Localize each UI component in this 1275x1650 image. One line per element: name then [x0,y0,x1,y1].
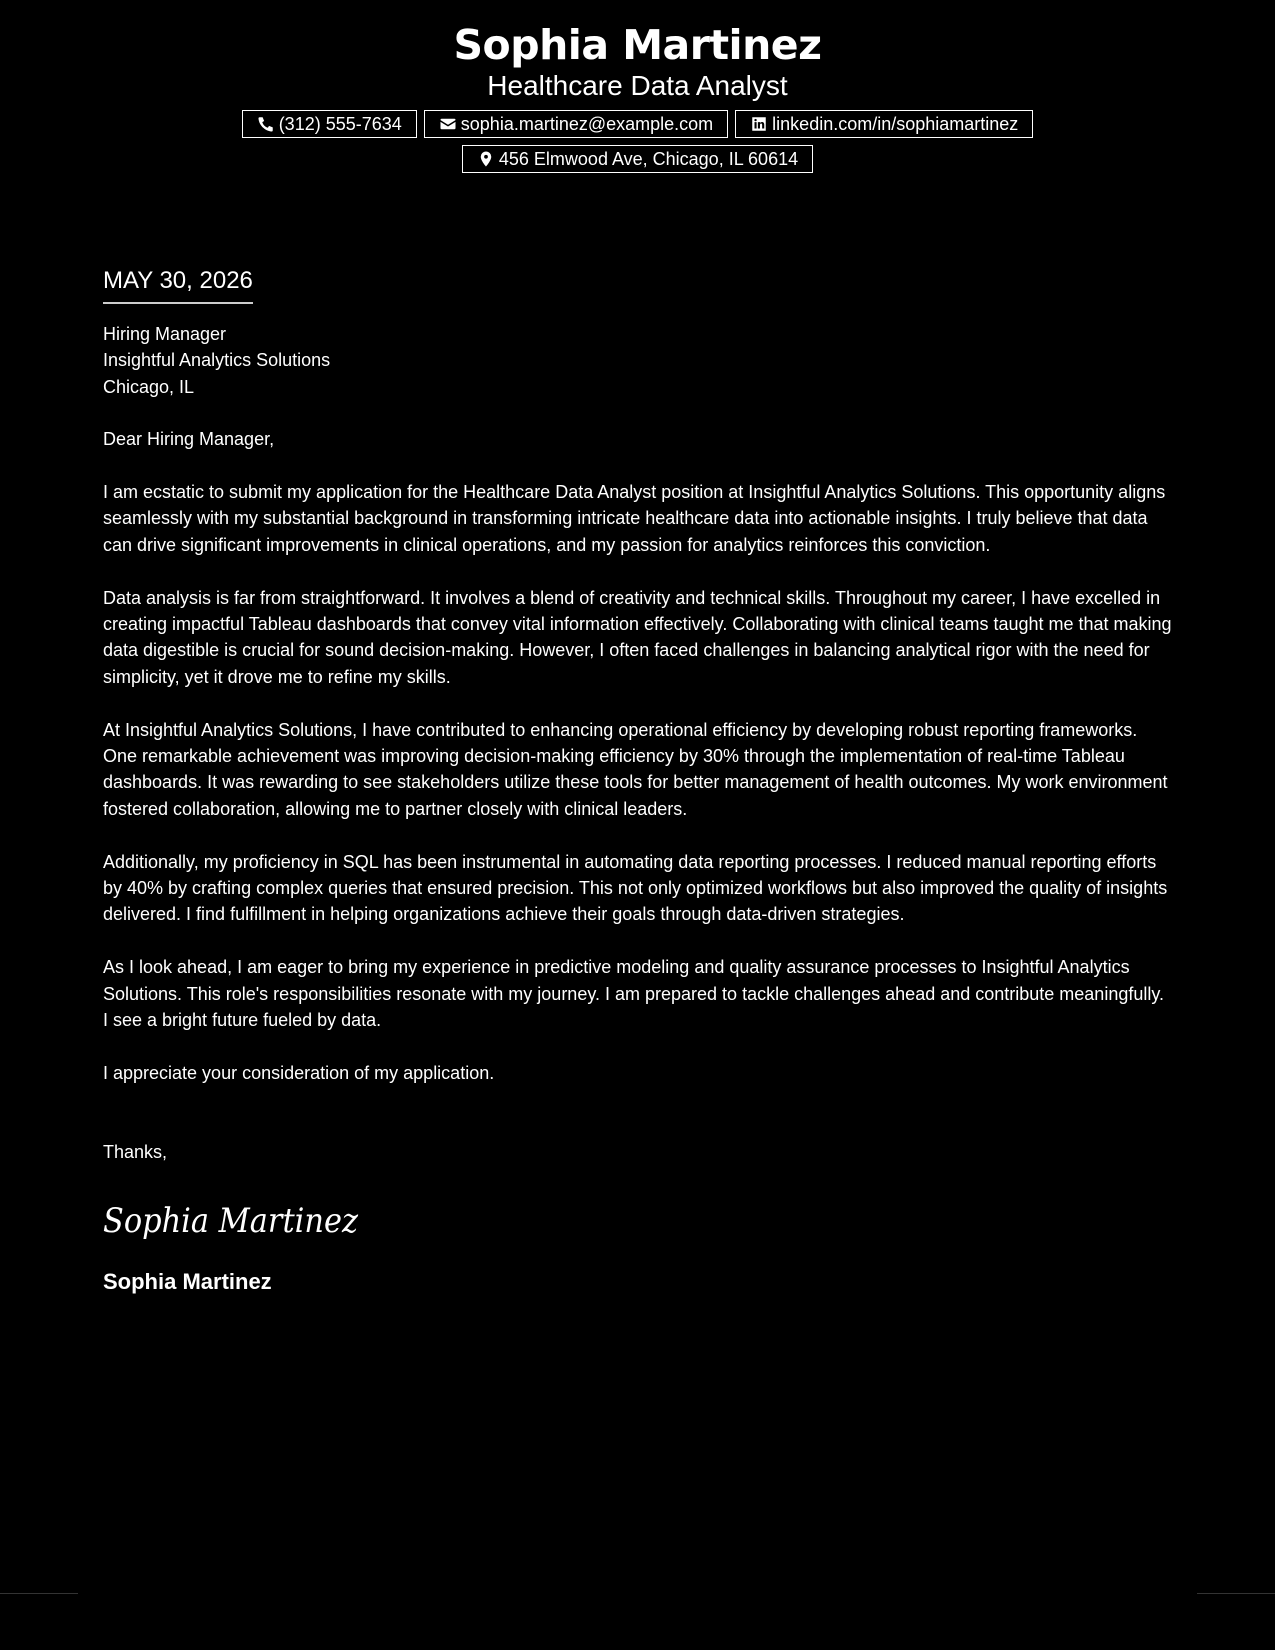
body-paragraph: I am ecstatic to submit my application for the Healthcare Data Analyst position at Insightful Analytics Solutions. This opportunity aligns seamlessly with my substantial background in transforming intricate healthcare data into actionable insights. I truly believe that data can drive significant improvements in clinical operations, and my passion for analytics reinforces this conviction. [103,482,1166,555]
body-paragraph: Additionally, my proficiency in SQL has been instrumental in automating data reporting processes. I reduced manual reporting efforts by 40% by crafting complex queries that ensured precision. This not only optimized workflows but also improved the quality of insights delivered. I find fulfillment in helping organizations achieve their goals through data-driven strategies. [103,851,1168,925]
closing: Thanks, [103,1142,168,1163]
map-marker-icon [477,150,495,168]
recipient-line: Hiring Manager [103,324,227,344]
contact-row [0,110,1275,138]
body-paragraph: I appreciate your consideration of my application. [103,1062,495,1083]
applicant-title: Healthcare Data Analyst [487,70,788,101]
salutation: Dear Hiring Manager, [103,429,275,450]
body-paragraph: Data analysis is far from straightforward. It involves a blend of creativity and technical skills. Throughout my career, I have excelled in creating impactful Tableau dashboards that convey vital information effectively. Collaborating with clinical teams taught me that making data digestible is crucial for sound decision-making. However, I often faced challenges in balancing analytical rigor with the need for simplicity, yet it drove me to refine my skills. [103,587,1172,687]
footer-divider-right [1197,1593,1275,1594]
recipient-block [103,321,1173,400]
contact-linkedin[interactable] [735,110,1033,138]
body-paragraph: As I look ahead, I am eager to bring my experience in predictive modeling and quality assurance processes to Insightful Analytics Solutions. This role's responsibilities resonate with my journey. I am prepared to tackle challenges ahead and contribute meaningfully. I see a bright future fueled by data. [103,957,1165,1031]
footer-divider-left [0,1593,78,1594]
printed-name: Sophia Martinez [103,1268,272,1294]
address-text: 456 Elmwood Ave, Chicago, IL 60614 [498,148,799,169]
linkedin-text: linkedin.com/in/sophiamartinez [772,113,1019,134]
contact-phone[interactable] [242,110,417,138]
recipient-line: Chicago, IL [103,376,195,397]
phone-text: (312) 555-7634 [278,113,402,134]
body-paragraph: At Insightful Analytics Solutions, I have contributed to enhancing operational efficiency by developing robust reporting frameworks. One remarkable achievement was improving decision-making efficiency by 30% through the implementation of real-time Tableau dashboards. It was rewarding to see stakeholders utilize these tools for better management of health outcomes. My work environment fostered collaboration, allowing me to partner closely with clinical leaders. [103,719,1168,819]
email-text: sophia.martinez@example.com [460,113,714,134]
signature-text: Sophia Martinez [103,1200,359,1241]
contact-address[interactable] [462,145,813,173]
applicant-name: Sophia Martinez [453,21,822,69]
handwritten-signature [103,1194,1173,1246]
linkedin-icon [750,115,768,133]
recipient-line: Insightful Analytics Solutions [103,350,331,371]
contact-email[interactable] [424,110,728,138]
letter-header [0,20,1275,173]
envelope-icon [439,115,457,133]
letter-date: MAY 30, 2026 [103,266,253,304]
letter-body [103,266,1173,1296]
address-row [0,145,1275,173]
phone-icon [257,115,275,133]
